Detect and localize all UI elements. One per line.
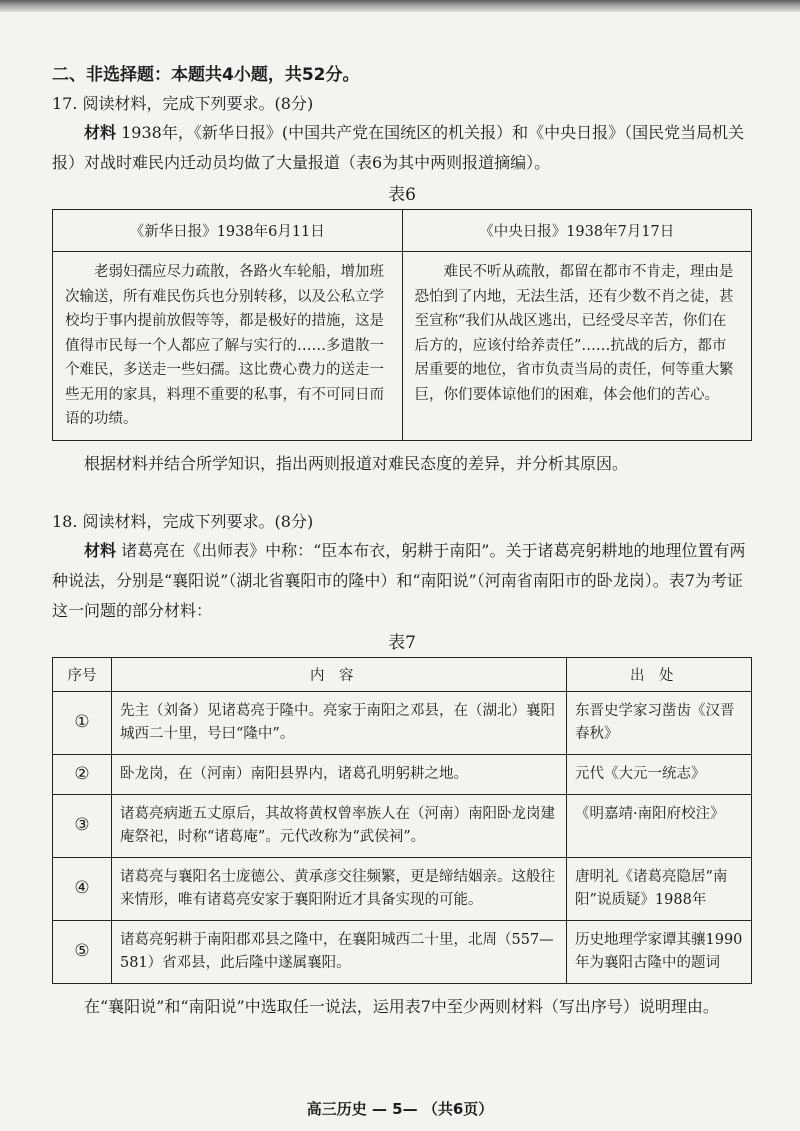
exam-page	[52, 60, 752, 1022]
row-number: ②	[53, 754, 112, 794]
row-number: ③	[53, 794, 112, 857]
q17-material-text: 1938年，《新华日报》(中国共产党在国统区的机关报）和《中央日报》（国民党当局机关报）对战时难民内迁动员均做了大量报道（表6为其中两则报道摘编）。	[52, 123, 745, 172]
table-row	[53, 754, 752, 794]
q17-material	[52, 118, 752, 178]
q18-title: 18. 阅读材料，完成下列要求。(8分)	[52, 511, 314, 531]
row-content: 诸葛亮病逝五丈原后，其故将黄权曾率族人在（河南）南阳卧龙岗建庵祭祀，时称“诸葛庵”。元代改称为“武侯祠”。	[112, 794, 567, 857]
row-source: 历史地理学家谭其骧1990年为襄阳古隆中的题词	[567, 920, 752, 983]
q17-title: 17. 阅读材料，完成下列要求。(8分)	[52, 94, 314, 113]
table6-cell-xinhua: 老弱妇孺应尽力疏散，各路火车轮船，增加班次输送，所有难民伤兵也分别转移，以及公私立学校均于事内提前放假等等，都是极好的措施，这是值得市民每一个人都应了解与实行的……多遣散一个难民，多送走一些妇孺。这比费心费力的送走一些无用的家具，料理不重要的私事，有不可同日而语的功绩。	[53, 252, 403, 441]
q17-material-label: 材料	[84, 123, 117, 142]
row-source: 唐明礼《诸葛亮隐居“南阳”说质疑》1988年	[567, 857, 752, 920]
table7-caption: 表7	[388, 632, 416, 653]
q17-question: 根据材料并结合所学知识，指出两则报道对难民态度的差异，并分析其原因。	[84, 453, 629, 473]
table6-header-xinhua: 《新华日报》1938年6月11日	[53, 210, 403, 252]
q18-material-label: 材料	[84, 540, 117, 560]
row-content: 先主（刘备）见诸葛亮于隆中。亮家于南阳之邓县，在（湖北）襄阳城西二十里，号曰“隆中”。	[112, 691, 567, 754]
row-number: ⑤	[53, 920, 112, 983]
table6-header-zhongyang: 《中央日报》1938年7月17日	[402, 210, 752, 252]
table7-header-no: 序号	[53, 657, 112, 691]
row-number: ④	[53, 857, 112, 920]
row-source: 东晋史学家习凿齿《汉晋春秋》	[567, 691, 752, 754]
row-content: 诸葛亮躬耕于南阳郡邓县之隆中，在襄阳城西二十里，北周（557—581）省邓县，此后隆中遂属襄阳。	[112, 920, 567, 983]
row-source: 元代《大元一统志》	[567, 754, 752, 794]
table6	[52, 209, 752, 441]
page-footer: 高三历史 — 5— （共6页）	[306, 1100, 494, 1118]
table-row	[53, 794, 752, 857]
table6-caption: 表6	[388, 185, 416, 205]
table7	[52, 657, 752, 984]
table7-header-source: 出处	[567, 657, 752, 691]
q18-material-text: 诸葛亮在《出师表》中称：“臣本布衣，躬耕于南阳”。关于诸葛亮躬耕地的地理位置有两种说法，分别是“襄阳说”（湖北省襄阳市的隆中）和“南阳说”（河南省南阳市的卧龙岗）。表7为考证这一问题的部分材料：	[52, 540, 746, 620]
row-number: ①	[53, 691, 112, 754]
table-row	[53, 857, 752, 920]
section-heading: 二、非选择题：本题共4小题，共52分。	[52, 65, 360, 85]
q18-material	[52, 536, 752, 626]
row-source: 《明嘉靖·南阳府校注》	[567, 794, 752, 857]
row-content: 诸葛亮与襄阳名士庞德公、黄承彦交往频繁，更是缔结姻亲。这般往来情形，唯有诸葛亮安家于襄阳附近才具备实现的可能。	[112, 857, 567, 920]
row-content: 卧龙岗，在（河南）南阳县界内，诸葛孔明躬耕之地。	[112, 754, 567, 794]
table-row	[53, 920, 752, 983]
table6-cell-zhongyang: 难民不听从疏散，都留在都市不肯走，理由是恐怕到了内地，无法生活，还有少数不肖之徒，甚至宣称“我们从战区逃出，已经受尽辛苦，你们在后方的，应该付给养责任”……抗战的后方，都市居重要的地位，省市负责当局的责任，何等重大繁巨，你们要体谅他们的困难，体会他们的苦心。	[402, 252, 752, 441]
scan-edge	[0, 0, 800, 12]
table-row	[53, 691, 752, 754]
q18-question: 在“襄阳说”和“南阳说”中选取任一说法，运用表7中至少两则材料（写出序号）说明理由。	[84, 996, 719, 1016]
table7-header-content: 内容	[112, 657, 567, 691]
